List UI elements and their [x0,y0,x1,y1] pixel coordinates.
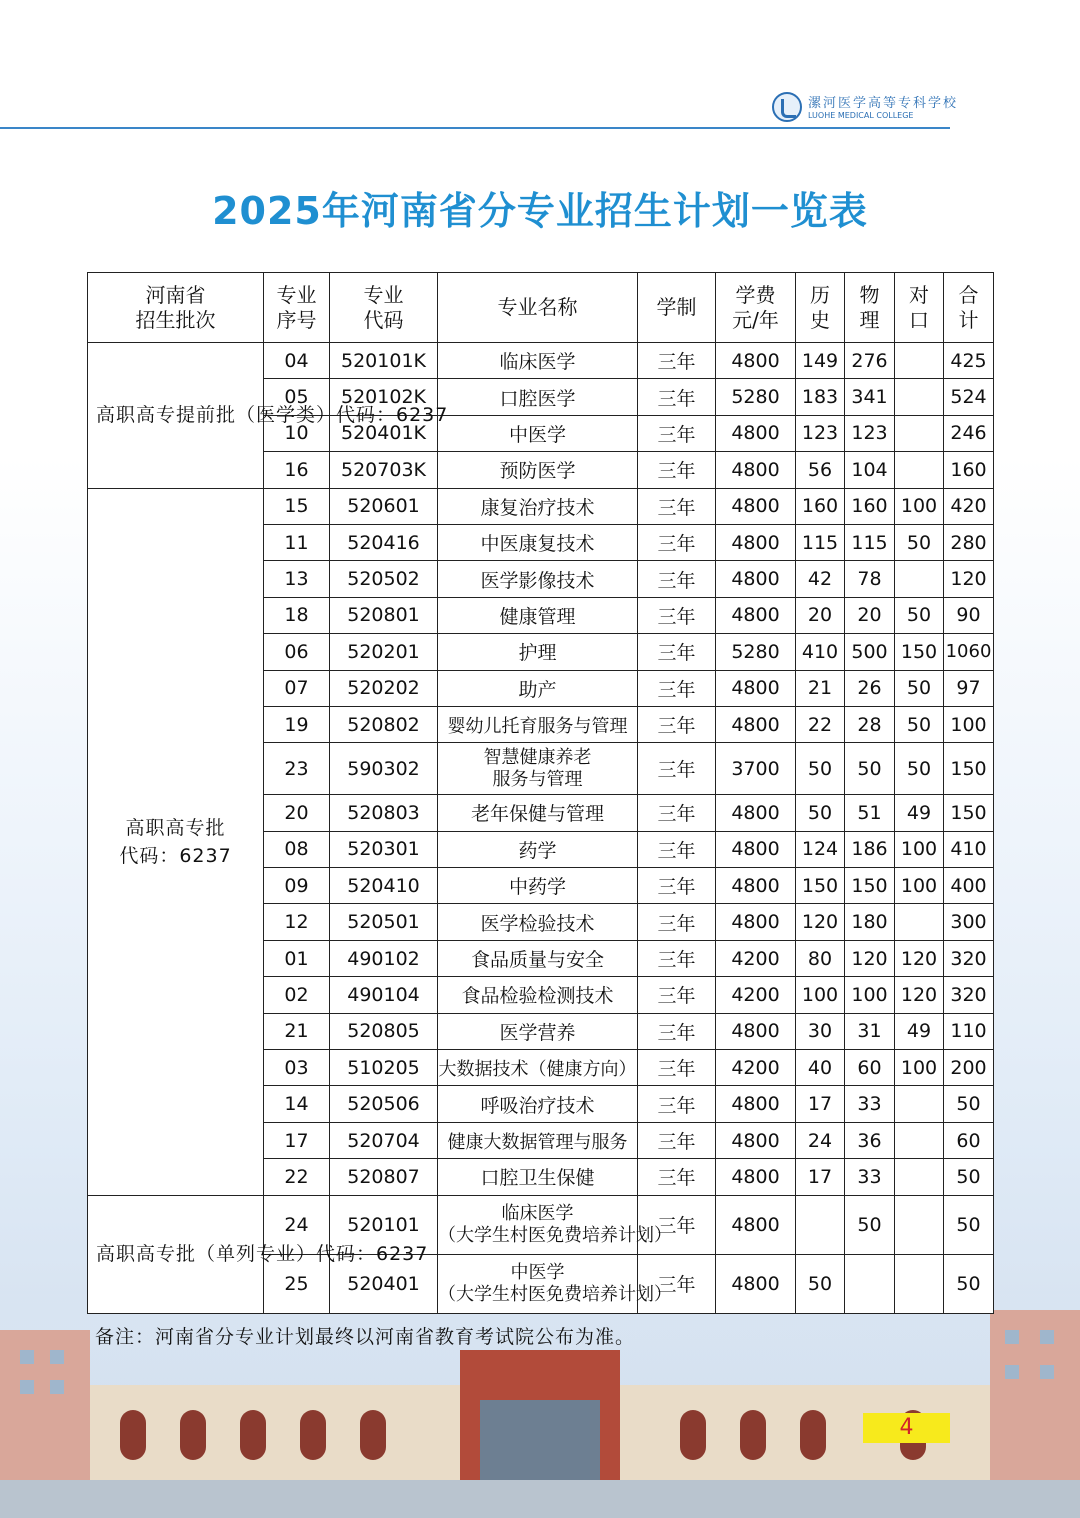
cell-fee: 4800 [716,597,796,633]
cell-seq: 14 [264,1086,330,1122]
cell-name: 助产 [438,670,638,706]
cell-years: 三年 [638,343,716,379]
cell-physics: 120 [845,940,895,976]
cell-duikou: 100 [895,868,944,904]
cell-physics: 28 [845,706,895,742]
cell-physics [845,1254,895,1313]
cell-code: 520416 [330,524,438,560]
cell-code: 520506 [330,1086,438,1122]
cell-code: 590302 [330,743,438,795]
cell-code: 520801 [330,597,438,633]
cell-name: 临床医学 [438,343,638,379]
cell-fee: 4800 [716,1195,796,1254]
cell-duikou: 150 [895,634,944,670]
cell-fee: 4800 [716,1013,796,1049]
col-header-years: 学制 [638,273,716,343]
cell-seq: 06 [264,634,330,670]
cell-name: 健康大数据管理与服务 [438,1122,638,1158]
cell-duikou: 50 [895,706,944,742]
cell-fee: 4800 [716,1254,796,1313]
cell-total: 1060 [944,634,994,670]
cell-total: 420 [944,488,994,524]
cell-history: 149 [796,343,845,379]
cell-seq: 08 [264,831,330,867]
cell-years: 三年 [638,940,716,976]
cell-code: 520401K [330,415,438,451]
cell-years: 三年 [638,1195,716,1254]
page-title: 2025年河南省分专业招生计划一览表 [212,189,868,233]
cell-duikou [895,904,944,940]
cell-physics: 160 [845,488,895,524]
table-header-row [88,273,994,343]
footnote: 备注：河南省分专业计划最终以河南省教育考试院公布为准。 [95,1326,636,1348]
cell-history: 56 [796,452,845,488]
cell-seq: 03 [264,1050,330,1086]
cell-code: 520502 [330,561,438,597]
col-header-code: 专业 代码 [330,273,438,343]
cell-physics: 31 [845,1013,895,1049]
cell-total: 50 [944,1195,994,1254]
cell-history: 22 [796,706,845,742]
cell-years: 三年 [638,670,716,706]
cell-years: 三年 [638,1122,716,1158]
cell-code: 510205 [330,1050,438,1086]
col-header-history: 历 史 [796,273,845,343]
cell-name: 老年保健与管理 [438,795,638,831]
cell-seq: 05 [264,379,330,415]
cell-years: 三年 [638,1013,716,1049]
cell-name: 中医康复技术 [438,524,638,560]
cell-history: 150 [796,868,845,904]
cell-years: 三年 [638,1159,716,1195]
cell-fee: 4200 [716,940,796,976]
cell-physics: 276 [845,343,895,379]
cell-years: 三年 [638,706,716,742]
cell-total: 200 [944,1050,994,1086]
cell-seq: 01 [264,940,330,976]
cell-duikou: 100 [895,1050,944,1086]
cell-name: 智慧健康养老 服务与管理 [438,743,638,795]
cell-history: 24 [796,1122,845,1158]
cell-name: 药学 [438,831,638,867]
cell-physics: 104 [845,452,895,488]
cell-total: 50 [944,1254,994,1313]
cell-seq: 02 [264,977,330,1013]
cell-duikou: 100 [895,831,944,867]
cell-total: 50 [944,1159,994,1195]
cell-code: 520101K [330,343,438,379]
cell-code: 520410 [330,868,438,904]
cell-history: 100 [796,977,845,1013]
cell-years: 三年 [638,868,716,904]
col-header-total: 合 计 [944,273,994,343]
cell-name: 中医学 （大学生村医免费培养计划） [438,1254,638,1313]
cell-history: 17 [796,1086,845,1122]
cell-total: 524 [944,379,994,415]
cell-history [796,1195,845,1254]
cell-seq: 10 [264,415,330,451]
cell-duikou [895,1159,944,1195]
cell-name: 食品质量与安全 [438,940,638,976]
cell-name: 预防医学 [438,452,638,488]
cell-total: 100 [944,706,994,742]
cell-fee: 4800 [716,524,796,560]
cell-code: 520802 [330,706,438,742]
batch-cell: 高职高专批 代码：6237 [88,488,264,1195]
cell-duikou: 50 [895,743,944,795]
cell-code: 520202 [330,670,438,706]
cell-years: 三年 [638,452,716,488]
cell-history: 40 [796,1050,845,1086]
cell-fee: 4800 [716,488,796,524]
cell-history: 80 [796,940,845,976]
cell-total: 320 [944,940,994,976]
cell-physics: 50 [845,1195,895,1254]
cell-fee: 5280 [716,634,796,670]
cell-duikou [895,561,944,597]
cell-duikou [895,452,944,488]
cell-seq: 22 [264,1159,330,1195]
cell-history: 21 [796,670,845,706]
cell-total: 300 [944,904,994,940]
cell-history: 20 [796,597,845,633]
cell-code: 520102K [330,379,438,415]
batch-cell: 高职高专提前批（医学类）代码：6237 [88,343,264,489]
cell-physics: 50 [845,743,895,795]
cell-fee: 4800 [716,831,796,867]
col-header-duikou: 对 口 [895,273,944,343]
cell-years: 三年 [638,795,716,831]
cell-name: 医学检验技术 [438,904,638,940]
cell-history: 50 [796,1254,845,1313]
cell-duikou [895,343,944,379]
cell-name: 护理 [438,634,638,670]
batch-cell: 高职高专批（单列专业）代码：6237 [88,1195,264,1313]
cell-history: 115 [796,524,845,560]
cell-history: 50 [796,743,845,795]
cell-name: 大数据技术（健康方向） [438,1050,638,1086]
cell-name: 食品检验检测技术 [438,977,638,1013]
col-header-name: 专业名称 [438,273,638,343]
cell-history: 30 [796,1013,845,1049]
cell-total: 410 [944,831,994,867]
college-logo [772,92,962,126]
cell-physics: 123 [845,415,895,451]
cell-name: 康复治疗技术 [438,488,638,524]
cell-total: 150 [944,743,994,795]
cell-seq: 19 [264,706,330,742]
cell-duikou: 50 [895,597,944,633]
cell-physics: 78 [845,561,895,597]
cell-physics: 150 [845,868,895,904]
cell-years: 三年 [638,524,716,560]
cell-name: 健康管理 [438,597,638,633]
cell-physics: 33 [845,1086,895,1122]
cell-seq: 04 [264,343,330,379]
cell-history: 123 [796,415,845,451]
cell-name: 临床医学 （大学生村医免费培养计划） [438,1195,638,1254]
cell-history: 17 [796,1159,845,1195]
cell-history: 160 [796,488,845,524]
cell-code: 520501 [330,904,438,940]
enrollment-plan-table [87,272,994,1314]
cell-physics: 180 [845,904,895,940]
col-header-physics: 物 理 [845,273,895,343]
cell-seq: 11 [264,524,330,560]
cell-seq: 12 [264,904,330,940]
cell-seq: 23 [264,743,330,795]
cell-fee: 4200 [716,1050,796,1086]
cell-duikou: 120 [895,940,944,976]
cell-code: 490102 [330,940,438,976]
cell-code: 520803 [330,795,438,831]
cell-total: 150 [944,795,994,831]
cell-total: 320 [944,977,994,1013]
cell-code: 490104 [330,977,438,1013]
cell-name: 婴幼儿托育服务与管理 [438,706,638,742]
cell-years: 三年 [638,379,716,415]
cell-code: 520805 [330,1013,438,1049]
cell-name: 口腔医学 [438,379,638,415]
header-rule [0,127,950,129]
cell-fee: 4800 [716,795,796,831]
cell-total: 90 [944,597,994,633]
cell-seq: 18 [264,597,330,633]
cell-code: 520601 [330,488,438,524]
cell-years: 三年 [638,634,716,670]
cell-total: 97 [944,670,994,706]
cell-total: 425 [944,343,994,379]
logo-cn-text: 漯河医学高等专科学校 [808,96,959,111]
cell-code: 520101 [330,1195,438,1254]
cell-fee: 4800 [716,452,796,488]
cell-history: 50 [796,795,845,831]
cell-physics: 500 [845,634,895,670]
cell-name: 中医学 [438,415,638,451]
cell-name: 医学营养 [438,1013,638,1049]
cell-name: 口腔卫生保健 [438,1159,638,1195]
table-row [88,488,994,524]
cell-years: 三年 [638,977,716,1013]
cell-years: 三年 [638,597,716,633]
cell-seq: 25 [264,1254,330,1313]
cell-seq: 07 [264,670,330,706]
cell-seq: 17 [264,1122,330,1158]
cell-total: 280 [944,524,994,560]
cell-total: 60 [944,1122,994,1158]
cell-name: 中药学 [438,868,638,904]
col-header-seq: 专业 序号 [264,273,330,343]
cell-fee: 4800 [716,415,796,451]
cell-years: 三年 [638,1254,716,1313]
cell-seq: 15 [264,488,330,524]
cell-physics: 115 [845,524,895,560]
col-header-batch: 河南省 招生批次 [88,273,264,343]
cell-duikou [895,1195,944,1254]
cell-code: 520704 [330,1122,438,1158]
cell-physics: 36 [845,1122,895,1158]
cell-physics: 51 [845,795,895,831]
cell-name: 医学影像技术 [438,561,638,597]
cell-name: 呼吸治疗技术 [438,1086,638,1122]
cell-fee: 5280 [716,379,796,415]
cell-history: 410 [796,634,845,670]
cell-total: 120 [944,561,994,597]
cell-code: 520807 [330,1159,438,1195]
cell-seq: 09 [264,868,330,904]
col-header-fee: 学费 元/年 [716,273,796,343]
cell-years: 三年 [638,904,716,940]
college-emblem-icon [772,92,802,122]
cell-duikou: 50 [895,524,944,560]
cell-years: 三年 [638,1050,716,1086]
cell-physics: 186 [845,831,895,867]
cell-duikou [895,379,944,415]
cell-duikou [895,1122,944,1158]
cell-physics: 341 [845,379,895,415]
cell-history: 124 [796,831,845,867]
cell-duikou: 49 [895,795,944,831]
cell-years: 三年 [638,488,716,524]
cell-fee: 4800 [716,670,796,706]
cell-seq: 20 [264,795,330,831]
cell-physics: 20 [845,597,895,633]
cell-history: 120 [796,904,845,940]
cell-history: 183 [796,379,845,415]
cell-duikou [895,1254,944,1313]
cell-fee: 4800 [716,904,796,940]
cell-duikou: 100 [895,488,944,524]
cell-years: 三年 [638,831,716,867]
cell-seq: 21 [264,1013,330,1049]
cell-fee: 3700 [716,743,796,795]
cell-code: 520301 [330,831,438,867]
cell-seq: 13 [264,561,330,597]
cell-total: 400 [944,868,994,904]
cell-fee: 4800 [716,1159,796,1195]
cell-code: 520201 [330,634,438,670]
cell-seq: 24 [264,1195,330,1254]
cell-seq: 16 [264,452,330,488]
logo-en-text: LUOHE MEDICAL COLLEGE [808,111,914,120]
cell-fee: 4800 [716,343,796,379]
table-row [88,1195,994,1254]
cell-history: 42 [796,561,845,597]
cell-physics: 100 [845,977,895,1013]
cell-fee: 4800 [716,561,796,597]
table-row [88,343,994,379]
cell-duikou [895,1086,944,1122]
cell-total: 110 [944,1013,994,1049]
cell-code: 520401 [330,1254,438,1313]
cell-total: 246 [944,415,994,451]
cell-years: 三年 [638,1086,716,1122]
cell-physics: 26 [845,670,895,706]
cell-total: 50 [944,1086,994,1122]
cell-duikou: 49 [895,1013,944,1049]
cell-total: 160 [944,452,994,488]
page-number: 4 [863,1413,950,1443]
cell-physics: 33 [845,1159,895,1195]
cell-years: 三年 [638,415,716,451]
cell-years: 三年 [638,561,716,597]
cell-physics: 60 [845,1050,895,1086]
cell-duikou [895,415,944,451]
cell-years: 三年 [638,743,716,795]
cell-fee: 4800 [716,1122,796,1158]
cell-fee: 4200 [716,977,796,1013]
cell-fee: 4800 [716,868,796,904]
cell-fee: 4800 [716,1086,796,1122]
cell-fee: 4800 [716,706,796,742]
cell-duikou: 120 [895,977,944,1013]
cell-code: 520703K [330,452,438,488]
cell-duikou: 50 [895,670,944,706]
